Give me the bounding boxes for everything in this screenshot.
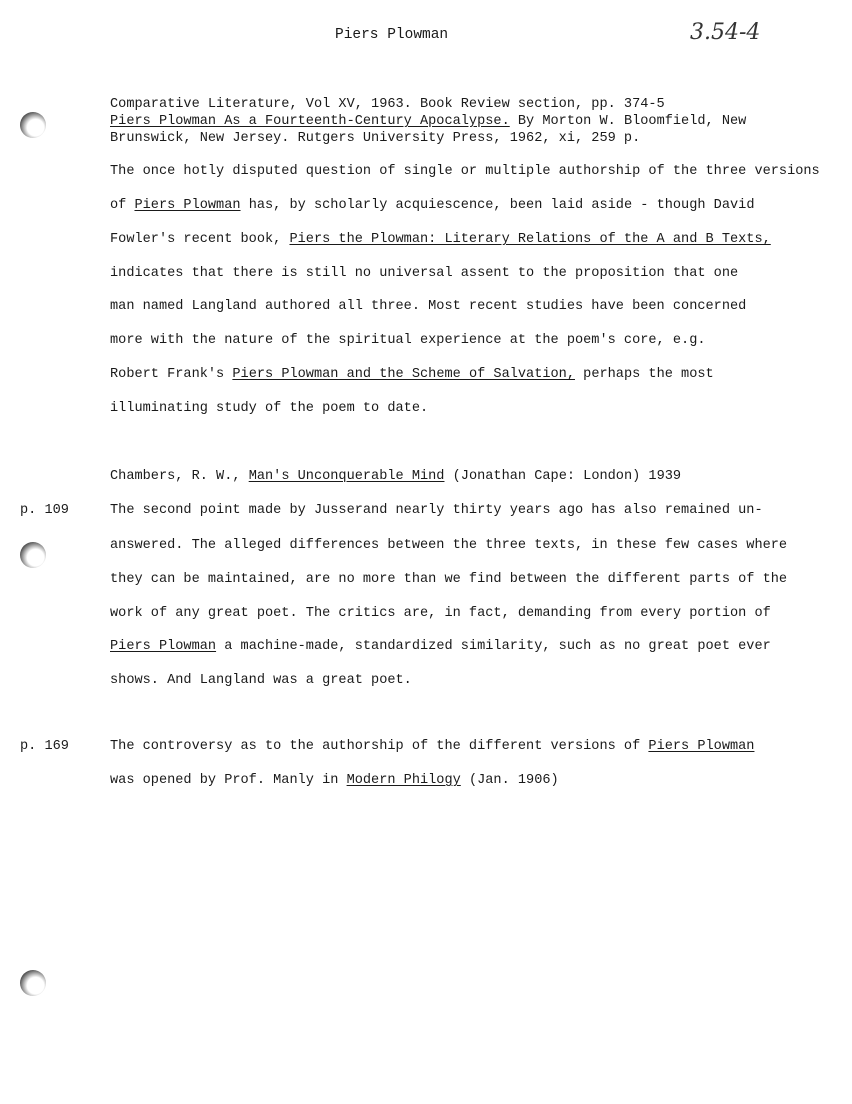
page-reference: p. 169 [20, 739, 69, 754]
review-paragraph-line: illuminating study of the poem to date. [110, 401, 429, 416]
punch-hole-middle [20, 542, 46, 568]
quote-line: they can be maintained, are no more than we find between the different parts of the [110, 572, 788, 587]
work-title: Piers Plowman and the Scheme of Salvation, [232, 367, 575, 382]
work-title: Piers Plowman [648, 739, 755, 754]
work-title: Piers Plowman [134, 198, 241, 213]
review-paragraph-line: man named Langland authored all three. Most recent studies have been concerned [110, 299, 747, 314]
review-citation-line-3: Brunswick, New Jersey. Rutgers University Press, 1962, xi, 259 p. [110, 131, 641, 146]
page-title: Piers Plowman [335, 27, 449, 43]
punch-hole-top [20, 112, 46, 138]
review-book-title: Piers Plowman As a Fourteenth-Century Apocalypse. [110, 114, 510, 129]
review-paragraph-line: Fowler's recent book, Piers the Plowman: Literary Relations of the A and B Texts, [110, 232, 771, 247]
pen-mark [0, 0, 12, 5]
quote-line: The controversy as to the authorship of the different versions of Piers Plowman [110, 739, 755, 754]
page-reference: p. 109 [20, 503, 69, 518]
quote-line: Piers Plowman a machine-made, standardized similarity, such as no great poet ever [110, 639, 771, 654]
review-paragraph-line: more with the nature of the spiritual experience at the poem's core, e.g. [110, 333, 706, 348]
work-title: Piers Plowman [110, 639, 217, 654]
review-paragraph-line: Robert Frank's Piers Plowman and the Scheme of Salvation, perhaps the most [110, 367, 714, 382]
quote-line: work of any great poet. The critics are, in fact, demanding from every portion of [110, 606, 771, 621]
work-title: Piers the Plowman: Literary Relations of the A and B Texts, [289, 232, 771, 247]
quote-line: shows. And Langland was a great poet. [110, 673, 412, 688]
review-citation-line-1: Comparative Literature, Vol XV, 1963. Book Review section, pp. 374-5 [110, 97, 665, 112]
review-citation-line-2: Piers Plowman As a Fourteenth-Century Apocalypse. By Morton W. Bloomfield, New [110, 114, 747, 129]
quote-line: The second point made by Jusserand nearly thirty years ago has also remained un- [110, 503, 763, 518]
review-paragraph-line: of Piers Plowman has, by scholarly acquiescence, been laid aside - though David [110, 198, 755, 213]
handwritten-catalog-number: 3.54-4 [690, 20, 761, 45]
punch-hole-bottom [20, 970, 46, 996]
review-paragraph-line: indicates that there is still no universal assent to the proposition that one [110, 266, 739, 281]
work-title: Man's Unconquerable Mind [248, 469, 445, 484]
journal-title: Modern Philogy [346, 773, 461, 788]
review-paragraph-line: The once hotly disputed question of single or multiple authorship of the three versions [110, 164, 820, 179]
quote-line: was opened by Prof. Manly in Modern Philogy (Jan. 1906) [110, 773, 559, 788]
quote-line: answered. The alleged differences between the three texts, in these few cases where [110, 538, 788, 553]
chambers-citation: Chambers, R. W., Man's Unconquerable Mind (Jonathan Cape: London) 1939 [110, 469, 682, 484]
